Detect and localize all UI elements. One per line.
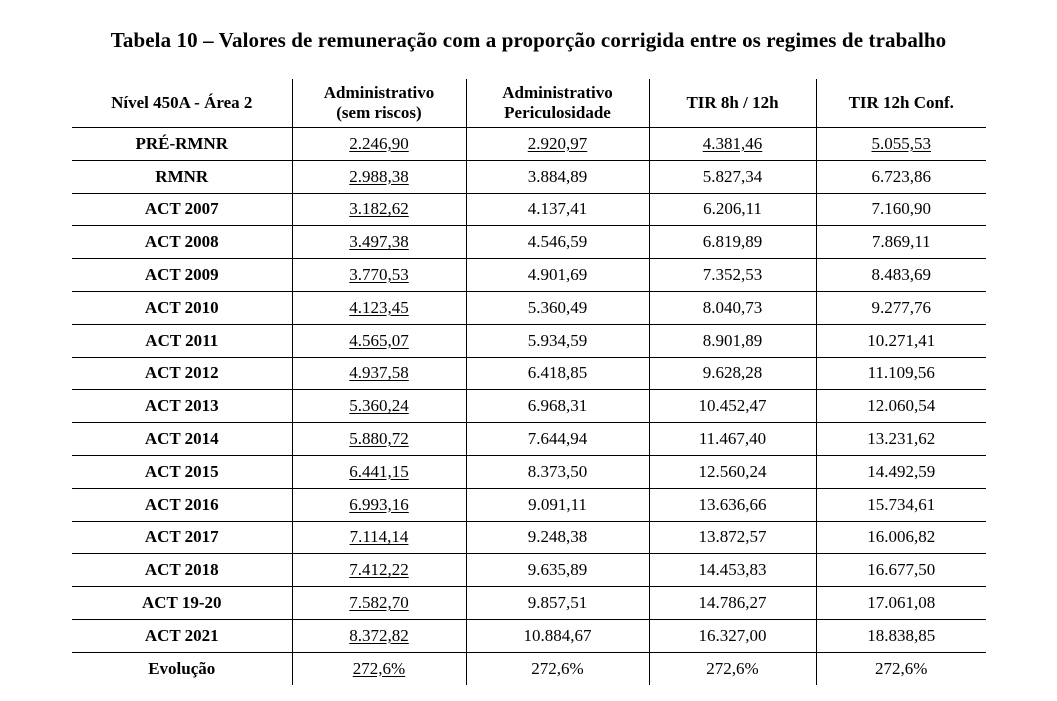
row-label: ACT 2021 xyxy=(72,619,292,652)
table-cell xyxy=(466,226,649,259)
cell-value: 5.880,72 xyxy=(349,429,409,449)
header-line: Administrativo xyxy=(502,83,613,102)
table-cell xyxy=(466,587,649,620)
table-cell xyxy=(816,128,986,161)
table-cell xyxy=(292,193,466,226)
row-label: ACT 2007 xyxy=(72,193,292,226)
table-cell xyxy=(466,259,649,292)
table-cell xyxy=(649,652,816,684)
cell-value: 8.901,89 xyxy=(702,330,763,350)
table-cell xyxy=(816,652,986,684)
table-cell xyxy=(292,652,466,684)
row-label: ACT 2009 xyxy=(72,259,292,292)
column-header-tir-8h-12h xyxy=(649,79,816,128)
cell-value: 3.497,38 xyxy=(349,232,409,252)
cell-value: 12.060,54 xyxy=(867,396,936,416)
table-cell xyxy=(466,324,649,357)
table-cell xyxy=(816,226,986,259)
table-cell xyxy=(292,259,466,292)
table-cell xyxy=(466,619,649,652)
table-cell xyxy=(816,619,986,652)
cell-value: 7.582,70 xyxy=(349,593,409,613)
row-label: ACT 2015 xyxy=(72,455,292,488)
table-cell xyxy=(292,455,466,488)
cell-value: 9.277,76 xyxy=(871,297,931,317)
cell-value: 6.968,31 xyxy=(527,396,588,416)
cell-value: 10.271,41 xyxy=(867,330,936,350)
table-cell xyxy=(292,554,466,587)
row-label: PRÉ-RMNR xyxy=(72,128,292,161)
cell-value: 11.467,40 xyxy=(698,429,767,449)
table-cell xyxy=(649,357,816,390)
table-body xyxy=(72,128,986,685)
table-cell xyxy=(466,488,649,521)
table-row xyxy=(72,291,986,324)
table-cell xyxy=(816,587,986,620)
cell-value: 6.441,15 xyxy=(349,461,409,481)
cell-value: 6.993,16 xyxy=(349,494,409,514)
table-row xyxy=(72,455,986,488)
table-cell xyxy=(292,291,466,324)
cell-value: 10.884,67 xyxy=(523,625,592,645)
table-cell xyxy=(649,521,816,554)
table-row xyxy=(72,128,986,161)
table-cell xyxy=(649,619,816,652)
table-cell xyxy=(816,455,986,488)
cell-value: 5.055,53 xyxy=(871,133,931,153)
cell-value: 4.901,69 xyxy=(527,265,588,285)
cell-value: 17.061,08 xyxy=(867,593,936,613)
row-label: ACT 2014 xyxy=(72,423,292,456)
table-cell xyxy=(816,521,986,554)
table-cell xyxy=(816,357,986,390)
table-cell xyxy=(649,226,816,259)
row-label: ACT 2011 xyxy=(72,324,292,357)
cell-value: 12.560,24 xyxy=(698,461,767,481)
cell-value: 2.988,38 xyxy=(349,166,409,186)
table-cell xyxy=(649,259,816,292)
table-cell xyxy=(292,357,466,390)
cell-value: 4.123,45 xyxy=(349,297,409,317)
table-cell xyxy=(466,357,649,390)
table-cell xyxy=(816,193,986,226)
cell-value: 9.248,38 xyxy=(527,527,588,547)
table-cell xyxy=(816,554,986,587)
cell-value: 16.327,00 xyxy=(698,625,767,645)
cell-value: 10.452,47 xyxy=(698,396,767,416)
cell-value: 8.373,50 xyxy=(527,461,588,481)
table-row xyxy=(72,259,986,292)
table-row xyxy=(72,324,986,357)
table-cell xyxy=(649,423,816,456)
table-row xyxy=(72,226,986,259)
table-cell xyxy=(466,193,649,226)
table-cell xyxy=(649,390,816,423)
table-cell xyxy=(649,324,816,357)
cell-value: 3.770,53 xyxy=(349,265,409,285)
table-cell xyxy=(816,259,986,292)
cell-value: 5.360,49 xyxy=(527,297,588,317)
table-cell xyxy=(649,160,816,193)
table-title: Tabela 10 – Valores de remuneração com a proporção corrigida entre os regimes de trabalho xyxy=(110,28,947,52)
cell-value: 7.869,11 xyxy=(871,232,931,252)
table-row xyxy=(72,423,986,456)
row-label: Evolução xyxy=(148,658,216,678)
table-cell xyxy=(292,324,466,357)
header-line: TIR 8h / 12h xyxy=(686,93,779,112)
cell-value: 9.628,28 xyxy=(702,363,763,383)
table-cell xyxy=(649,455,816,488)
table-cell xyxy=(466,160,649,193)
cell-value: 2.246,90 xyxy=(349,133,409,153)
table-cell xyxy=(292,390,466,423)
cell-value: 7.644,94 xyxy=(527,429,588,449)
table-cell xyxy=(466,554,649,587)
cell-value: 14.492,59 xyxy=(867,461,936,481)
row-label: ACT 2008 xyxy=(72,226,292,259)
cell-value: 9.857,51 xyxy=(527,593,588,613)
cell-value: 8.372,82 xyxy=(349,625,409,645)
cell-value: 8.040,73 xyxy=(702,297,763,317)
table-cell xyxy=(816,160,986,193)
table-cell xyxy=(816,291,986,324)
table-cell xyxy=(816,390,986,423)
cell-value: 272,6% xyxy=(875,658,928,678)
table-cell xyxy=(466,521,649,554)
cell-value: 14.453,83 xyxy=(698,560,767,580)
cell-value: 5.827,34 xyxy=(702,166,763,186)
table-cell xyxy=(816,488,986,521)
table-cell xyxy=(292,521,466,554)
table-cell xyxy=(292,488,466,521)
table-row xyxy=(72,193,986,226)
table-cell xyxy=(292,619,466,652)
table-cell xyxy=(649,193,816,226)
cell-value: 4.546,59 xyxy=(527,232,588,252)
header-line: Periculosidade xyxy=(504,103,611,122)
cell-value: 272,6% xyxy=(531,658,584,678)
cell-value: 16.677,50 xyxy=(867,560,936,580)
table-cell xyxy=(292,423,466,456)
header-line: Administrativo xyxy=(323,83,435,102)
cell-value: 9.635,89 xyxy=(527,560,588,580)
cell-value: 9.091,11 xyxy=(528,494,587,514)
table-row xyxy=(72,357,986,390)
table-cell xyxy=(466,652,649,684)
cell-value: 6.723,86 xyxy=(871,166,931,186)
table-row xyxy=(72,652,986,684)
table-row xyxy=(72,160,986,193)
table-cell xyxy=(816,423,986,456)
table-cell xyxy=(466,423,649,456)
cell-value: 18.838,85 xyxy=(867,625,936,645)
cell-value: 4.565,07 xyxy=(349,330,409,350)
table-cell xyxy=(649,587,816,620)
row-label: RMNR xyxy=(72,160,292,193)
table-cell xyxy=(816,324,986,357)
cell-value: 3.182,62 xyxy=(349,199,409,219)
cell-value: 272,6% xyxy=(706,658,759,678)
row-label: ACT 2012 xyxy=(72,357,292,390)
header-line: (sem riscos) xyxy=(336,103,422,122)
table-row xyxy=(72,587,986,620)
cell-value: 5.360,24 xyxy=(349,396,409,416)
column-header-administrativo-sem-riscos xyxy=(292,79,466,128)
header-line: TIR 12h Conf. xyxy=(848,93,954,112)
table-cell xyxy=(292,226,466,259)
cell-value: 3.884,89 xyxy=(527,166,588,186)
table-cell xyxy=(466,455,649,488)
cell-value: 15.734,61 xyxy=(867,494,936,514)
cell-value: 5.934,59 xyxy=(527,330,588,350)
table-row xyxy=(72,554,986,587)
table-row xyxy=(72,488,986,521)
cell-value: 7.114,14 xyxy=(349,527,409,547)
cell-value: 7.160,90 xyxy=(871,199,931,219)
table-cell xyxy=(466,291,649,324)
cell-value: 13.636,66 xyxy=(698,494,767,514)
row-label: ACT 2016 xyxy=(72,488,292,521)
remuneration-table xyxy=(72,79,986,685)
cell-value: 272,6% xyxy=(352,658,406,678)
table-cell xyxy=(466,390,649,423)
cell-value: 13.872,57 xyxy=(698,527,767,547)
cell-value: 6.819,89 xyxy=(702,232,763,252)
table-cell xyxy=(649,554,816,587)
row-label: ACT 19-20 xyxy=(72,587,292,620)
cell-value: 7.412,22 xyxy=(349,560,409,580)
column-header-level xyxy=(72,79,292,128)
cell-value: 7.352,53 xyxy=(702,265,763,285)
cell-value: 14.786,27 xyxy=(698,593,767,613)
table-cell xyxy=(292,160,466,193)
cell-value: 2.920,97 xyxy=(527,133,588,153)
cell-value: 16.006,82 xyxy=(867,527,936,547)
row-label: ACT 2017 xyxy=(72,521,292,554)
column-header-administrativo-periculosidade xyxy=(466,79,649,128)
table-cell xyxy=(649,488,816,521)
column-header-tir-12h-conf xyxy=(816,79,986,128)
row-label: ACT 2018 xyxy=(72,554,292,587)
cell-value: 4.381,46 xyxy=(702,133,763,153)
table-cell xyxy=(649,128,816,161)
row-label: ACT 2010 xyxy=(72,291,292,324)
cell-value: 4.137,41 xyxy=(527,199,588,219)
table-row xyxy=(72,619,986,652)
table-header-row xyxy=(72,79,986,128)
table-row xyxy=(72,390,986,423)
table-row xyxy=(72,521,986,554)
table-cell xyxy=(466,128,649,161)
header-line: Nível 450A - Área 2 xyxy=(111,93,253,112)
table-cell xyxy=(292,587,466,620)
cell-value: 4.937,58 xyxy=(349,363,409,383)
cell-value: 8.483,69 xyxy=(871,265,931,285)
cell-value: 6.206,11 xyxy=(703,199,762,219)
table-cell xyxy=(649,291,816,324)
row-label: ACT 2013 xyxy=(72,390,292,423)
cell-value: 13.231,62 xyxy=(867,429,936,449)
cell-value: 6.418,85 xyxy=(527,363,588,383)
table-cell xyxy=(292,128,466,161)
cell-value: 11.109,56 xyxy=(867,363,935,383)
